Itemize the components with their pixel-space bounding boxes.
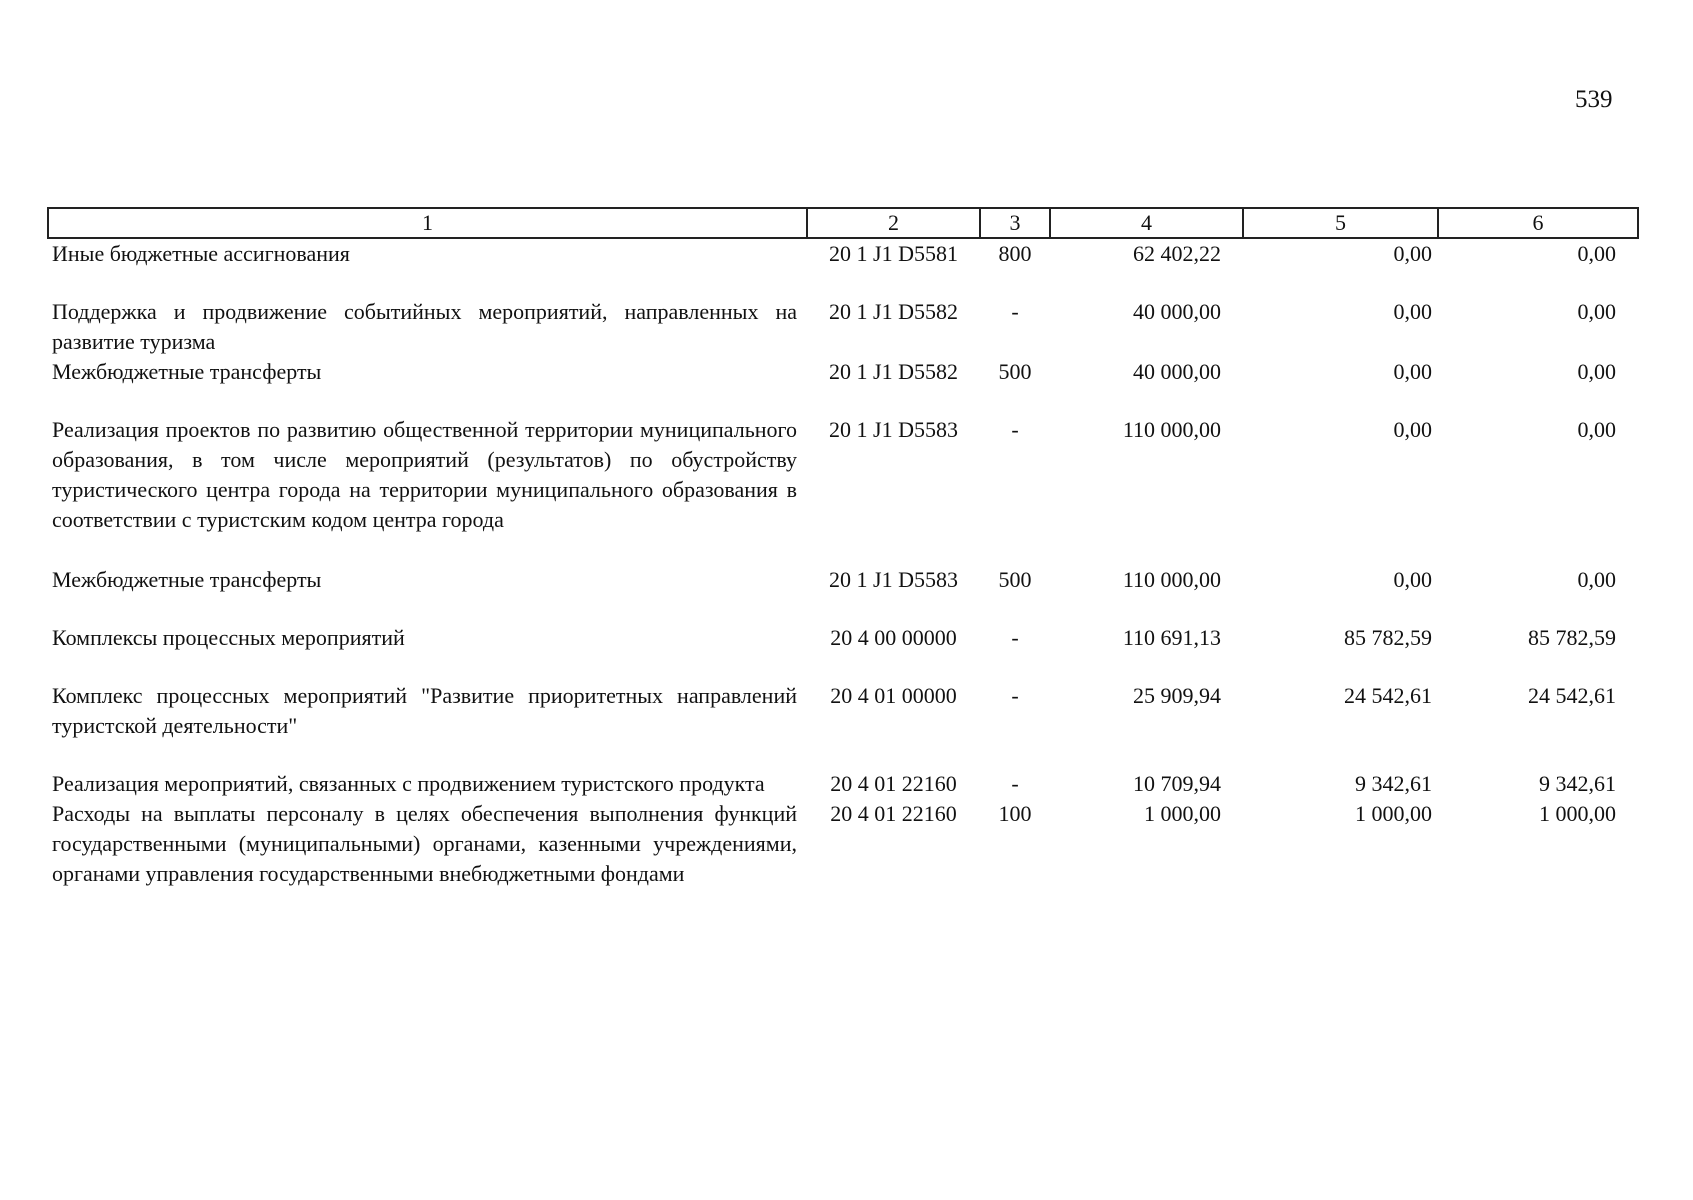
- table-header-row: [48, 208, 1638, 238]
- table-row: [48, 681, 1638, 769]
- row-value-6: 85 782,59: [1528, 625, 1616, 650]
- table-row: [48, 799, 1638, 889]
- row-value-4: 110 000,00: [1122, 567, 1221, 592]
- row-name: Расходы на выплаты персоналу в целях обеспечения выполнения функций государственными (муниципальными) органами, казенными учреждениями, органами управления государственными внебюджетными фондами: [52, 801, 797, 886]
- row-name: Поддержка и продвижение событийных мероприятий, направленных на развитие туризма: [52, 299, 797, 354]
- row-value-4: 10 709,94: [1133, 771, 1221, 796]
- row-value-6: 0,00: [1577, 241, 1616, 266]
- row-type: 100: [998, 801, 1032, 826]
- table-row: [48, 565, 1638, 623]
- row-value-4: 62 402,22: [1133, 241, 1221, 266]
- row-value-5: 1 000,00: [1355, 801, 1432, 826]
- row-code: 20 4 01 22160: [830, 771, 957, 796]
- table-row: [48, 297, 1638, 357]
- row-type: -: [1011, 299, 1019, 324]
- table-row: [48, 357, 1638, 415]
- column-header-1: 1: [48, 208, 807, 238]
- row-name: Межбюджетные трансферты: [52, 567, 322, 592]
- row-value-4: 40 000,00: [1133, 299, 1221, 324]
- row-value-6: 24 542,61: [1528, 683, 1616, 708]
- column-header-5: 5: [1243, 208, 1438, 238]
- row-value-4: 110 691,13: [1122, 625, 1221, 650]
- row-type: 500: [998, 567, 1032, 592]
- row-code: 20 4 01 22160: [830, 801, 957, 826]
- row-value-6: 1 000,00: [1539, 801, 1616, 826]
- row-code: 20 1 J1 D5583: [829, 417, 958, 442]
- row-name: Реализация мероприятий, связанных с продвижением туристского продукта: [52, 771, 765, 796]
- row-code: 20 1 J1 D5581: [829, 241, 958, 266]
- row-value-6: 9 342,61: [1539, 771, 1616, 796]
- row-value-4: 40 000,00: [1133, 359, 1221, 384]
- row-value-5: 0,00: [1393, 359, 1432, 384]
- row-value-6: 0,00: [1577, 359, 1616, 384]
- row-value-5: 9 342,61: [1355, 771, 1432, 796]
- row-value-5: 0,00: [1393, 299, 1432, 324]
- row-code: 20 1 J1 D5583: [829, 567, 958, 592]
- row-type: -: [1011, 625, 1019, 650]
- row-value-6: 0,00: [1577, 417, 1616, 442]
- row-code: 20 1 J1 D5582: [829, 299, 958, 324]
- table-row: [48, 415, 1638, 565]
- page-number: 539: [1575, 86, 1613, 113]
- row-value-4: 25 909,94: [1133, 683, 1221, 708]
- row-name: Иные бюджетные ассигнования: [52, 241, 350, 266]
- row-code: 20 1 J1 D5582: [829, 359, 958, 384]
- row-name: Межбюджетные трансферты: [52, 359, 322, 384]
- budget-table-container: [47, 207, 1637, 889]
- row-type: -: [1011, 683, 1019, 708]
- row-value-4: 1 000,00: [1144, 801, 1221, 826]
- row-name: Комплекс процессных мероприятий "Развитие приоритетных направлений туристской деятельности": [52, 683, 797, 738]
- table-row: [48, 769, 1638, 799]
- row-value-5: 0,00: [1393, 567, 1432, 592]
- row-type: -: [1011, 771, 1019, 796]
- row-value-4: 110 000,00: [1122, 417, 1221, 442]
- row-type: 800: [998, 241, 1032, 266]
- row-name: Комплексы процессных мероприятий: [52, 625, 405, 650]
- row-value-5: 24 542,61: [1344, 683, 1432, 708]
- column-header-3: 3: [980, 208, 1050, 238]
- row-code: 20 4 01 00000: [830, 683, 957, 708]
- column-header-2: 2: [807, 208, 980, 238]
- row-value-5: 85 782,59: [1344, 625, 1432, 650]
- row-type: -: [1011, 417, 1019, 442]
- row-code: 20 4 00 00000: [830, 625, 957, 650]
- row-value-6: 0,00: [1577, 299, 1616, 324]
- row-value-6: 0,00: [1577, 567, 1616, 592]
- row-value-5: 0,00: [1393, 417, 1432, 442]
- table-row: [48, 238, 1638, 297]
- column-header-6: 6: [1438, 208, 1638, 238]
- budget-table: [47, 207, 1639, 889]
- row-type: 500: [998, 359, 1032, 384]
- row-name: Реализация проектов по развитию общественной территории муниципального образования, в том числе мероприятий (результатов) по обустройству туристического центра города на территории муниципального образования в соответствии с туристским кодом центра города: [52, 417, 797, 532]
- column-header-4: 4: [1050, 208, 1243, 238]
- row-value-5: 0,00: [1393, 241, 1432, 266]
- table-row: [48, 623, 1638, 681]
